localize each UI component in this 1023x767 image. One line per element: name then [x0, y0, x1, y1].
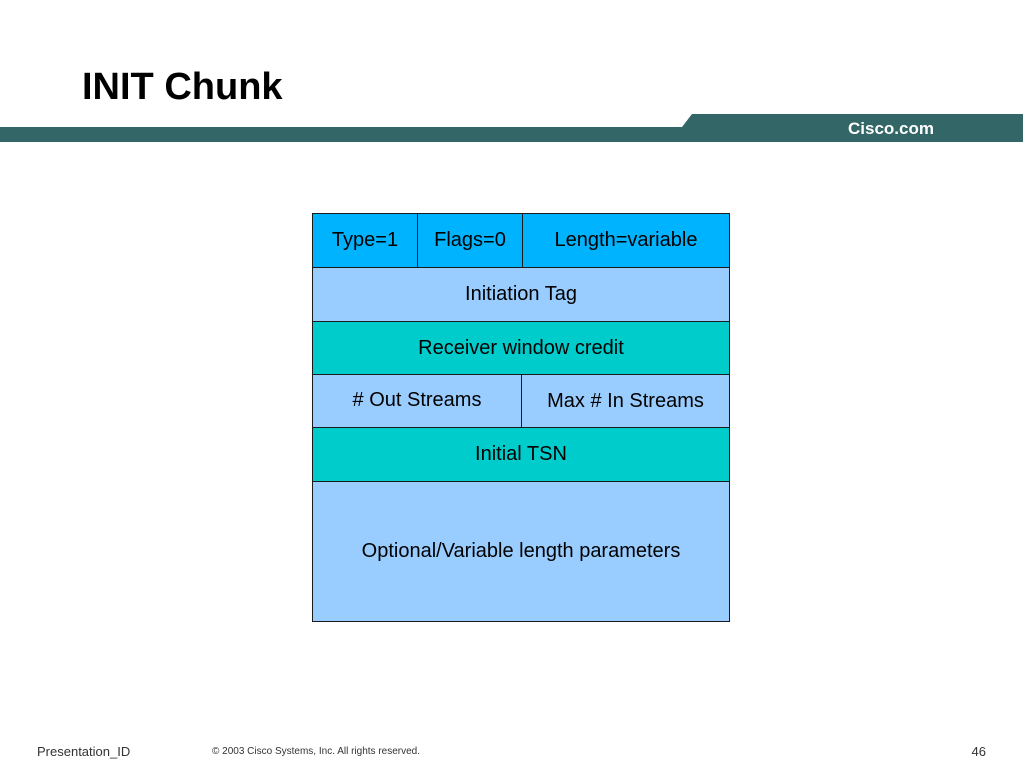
cell-flags [417, 213, 523, 268]
cell-initiation-tag [312, 267, 730, 322]
cell-initiation-tag-label: Initiation Tag [465, 283, 577, 305]
brand-logo-text: Cisco.com [848, 119, 934, 138]
cell-max-in-streams [521, 374, 730, 428]
cell-receiver-window-credit [312, 321, 730, 375]
cell-initial-tsn [312, 427, 730, 482]
cell-receiver-window-credit-label: Receiver window credit [418, 336, 624, 359]
cell-optional-parameters [312, 481, 730, 622]
cell-out-streams [312, 374, 522, 428]
cell-length-label: Length=variable [554, 229, 698, 251]
cell-initial-tsn-label: Initial TSN [475, 443, 567, 465]
footer-page-number: 46 [971, 744, 986, 759]
cell-max-in-streams-label: Max # In Streams [547, 389, 704, 412]
cell-length [522, 213, 730, 268]
slide-title: INIT Chunk [82, 66, 283, 108]
footer-presentation-id: Presentation_ID [37, 744, 131, 759]
cell-optional-parameters-label: Optional/Variable length parameters [361, 540, 681, 562]
footer-copyright: © 2003 Cisco Systems, Inc. All rights reserved. [212, 746, 421, 757]
cell-type [312, 213, 418, 268]
cell-type-label: Type=1 [331, 229, 399, 251]
cell-out-streams-label: # Out Streams [352, 389, 482, 411]
cell-flags-label: Flags=0 [434, 229, 506, 251]
init-chunk-diagram [312, 213, 730, 622]
